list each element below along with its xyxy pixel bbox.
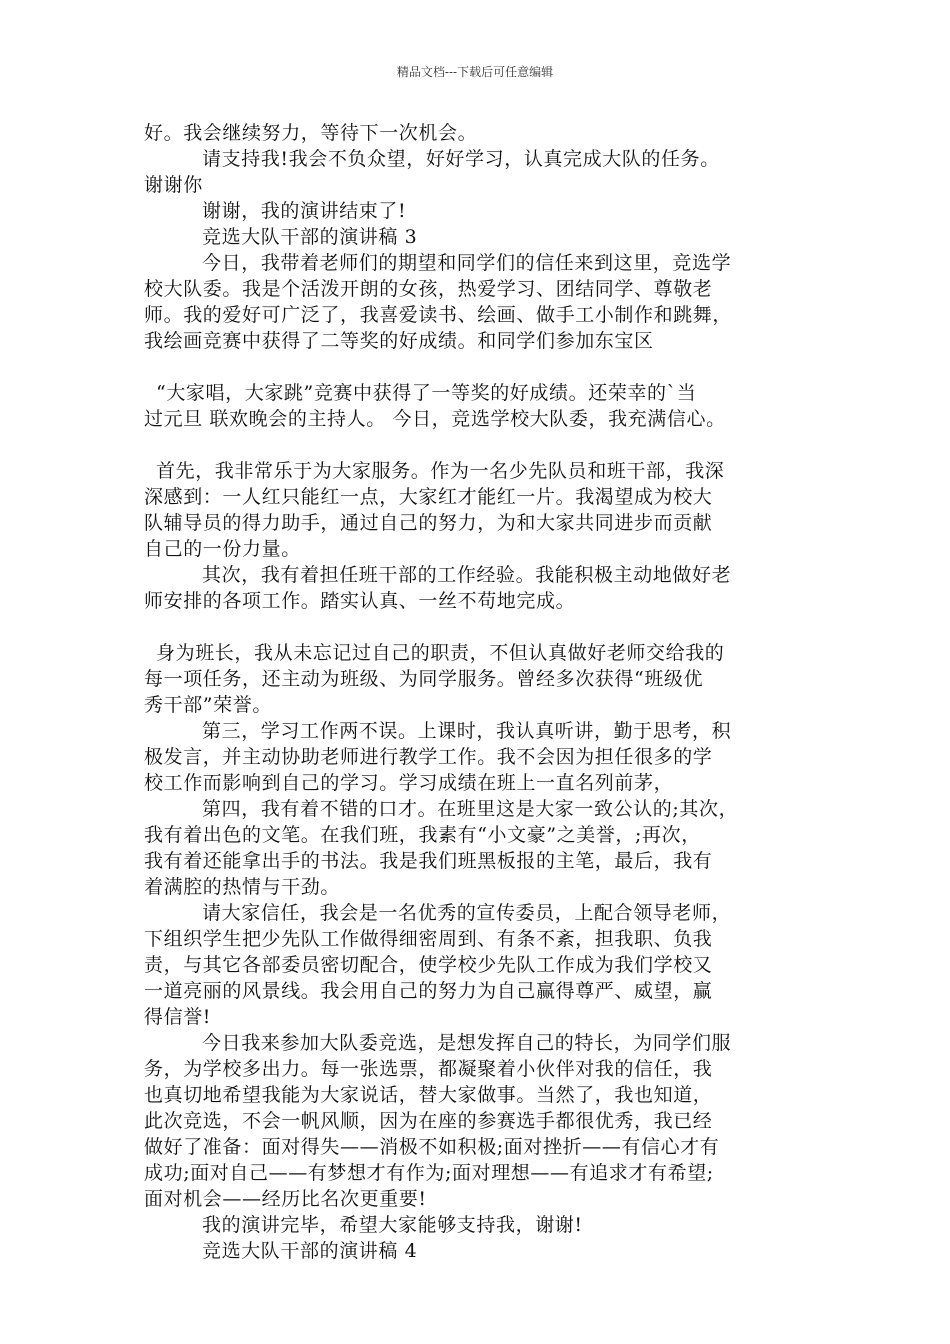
text-line: 一道亮丽的风景线。我会用自己的努力为自己赢得尊严、威望，赢 <box>144 980 713 1002</box>
blank-line <box>144 614 816 640</box>
text-line: 面对机会——经历比名次更重要! <box>144 1188 427 1210</box>
text-line: 此次竞选，不会一帆风顺，因为在座的参赛选手都很优秀，我已经 <box>144 1110 713 1132</box>
text-line: 着满腔的热情与干劲。 <box>144 876 341 898</box>
text-line: 我有着出色的文笔。在我们班，我素有“小文豪”之美誉，;再次， <box>144 824 701 846</box>
text-line: 校大队委。我是个活泼开朗的女孩，热爱学习、团结同学、尊敬老 <box>144 278 713 300</box>
text-line: 得信誉! <box>144 1006 212 1028</box>
text-line: 请支持我!我会不负众望，好好学习，认真完成大队的任务。 <box>202 148 720 170</box>
text-line: 每一项任务，还主动为班级、为同学服务。曾经多次获得“班级优 <box>144 668 704 690</box>
text-line: 今日，我带着老师们的期望和同学们的信任来到这里，竞选学 <box>202 252 732 274</box>
blank-line <box>144 354 816 380</box>
text-line: 也真切地希望我能为大家说话，替大家做事。当然了，我也知道， <box>144 1084 713 1106</box>
text-line: 身为班长，我从未忘记过自己的职责，不但认真做好老师交给我的 <box>156 642 725 664</box>
text-line: 谢谢，我的演讲结束了! <box>202 200 407 222</box>
section-title: 竞选大队干部的演讲稿 4 <box>202 1240 418 1262</box>
text-line: 做好了准备：面对得失——消极不如积极;面对挫折——有信心才有 <box>144 1136 720 1158</box>
text-line: 过元旦 联欢晚会的主持人。 今日，竞选学校大队委，我充满信心。 <box>144 408 726 430</box>
blank-line <box>144 432 816 458</box>
section-title: 竞选大队干部的演讲稿 3 <box>202 226 418 248</box>
text-line: 请大家信任，我会是一名优秀的宣传委员，上配合领导老师， <box>202 902 732 924</box>
text-line: 谢谢你 <box>144 174 203 196</box>
text-line: 自己的一份力量。 <box>144 538 301 560</box>
text-line: 其次，我有着担任班干部的工作经验。我能积极主动地做好老 <box>202 564 732 586</box>
text-line: “大家唱，大家跳”竞赛中获得了一等奖的好成绩。还荣幸的`当 <box>156 382 697 404</box>
text-line: 好。我会继续努力，等待下一次机会。 <box>144 122 478 144</box>
text-line: 务，为学校多出力。每一张选票，都凝聚着小伙伴对我的信任，我 <box>144 1058 713 1080</box>
text-line: 第三，学习工作两不误。上课时，我认真听讲，勤于思考，积 <box>202 720 732 742</box>
text-line: 下组织学生把少先队工作做得细密周到、有条不紊，担我职、负我 <box>144 928 713 950</box>
text-line: 秀干部”荣誉。 <box>144 694 272 716</box>
text-line: 师安排的各项工作。踏实认真、一丝不苟地完成。 <box>144 590 576 612</box>
text-line: 今日我来参加大队委竞选，是想发挥自己的特长，为同学们服 <box>202 1032 732 1054</box>
text-line: 我的演讲完毕，希望大家能够支持我，谢谢! <box>202 1214 583 1236</box>
text-line: 我有着还能拿出手的书法。我是我们班黑板报的主笔，最后，我有 <box>144 850 713 872</box>
document-body <box>144 120 816 1264</box>
text-line: 师。我的爱好可广泛了，我喜爱读书、绘画、做手工小制作和跳舞， <box>144 304 733 326</box>
text-line: 第四，我有着不错的口才。在班里这是大家一致公认的;其次， <box>202 798 739 820</box>
text-line: 我绘画竞赛中获得了二等奖的好成绩。和同学们参加东宝区 <box>144 330 654 352</box>
page-header: 精品文档---下载后可任意编辑 <box>396 65 554 79</box>
text-line: 极发言，并主动协助老师进行教学工作。我不会因为担任很多的学 <box>144 746 713 768</box>
text-line: 校工作而影响到自己的学习。学习成绩在班上一直名列前茅， <box>144 772 674 794</box>
text-line: 深感到：一人红只能红一点，大家红才能红一片。我渴望成为校大 <box>144 486 713 508</box>
text-line: 责，与其它各部委员密切配合，使学校少先队工作成为我们学校又 <box>144 954 713 976</box>
text-line: 首先，我非常乐于为大家服务。作为一名少先队员和班干部，我深 <box>156 460 725 482</box>
text-line: 队辅导员的得力助手，通过自己的努力，为和大家共同进步而贡献 <box>144 512 713 534</box>
text-line: 成功;面对自己——有梦想才有作为;面对理想——有追求才有希望; <box>144 1162 714 1184</box>
